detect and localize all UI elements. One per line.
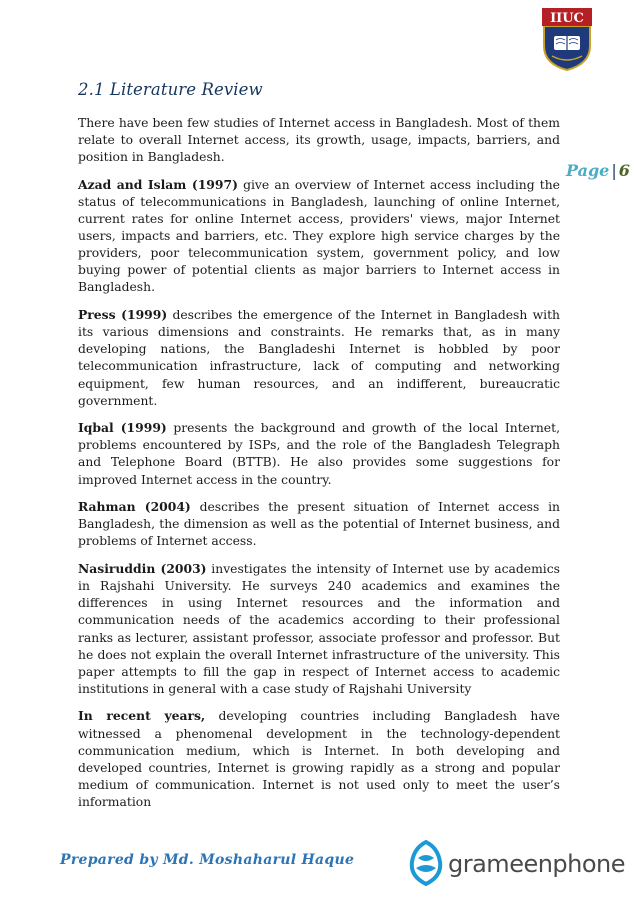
citation-lead: Azad and Islam (1997) bbox=[78, 176, 238, 192]
paragraph-azad-islam: Azad and Islam (1997) give an overview of Internet access including the status of telecommunications in Bangladesh, launching of online Internet, current rates for online Internet access, providers' views, major Internet users, impacts and barriers, etc. They explore high service charges by the providers, poor telecommunication system, government policy, and low buying power of potential clients as major barriers to Internet access in Bangladesh. bbox=[78, 176, 560, 295]
section-title: 2.1 Literature Review bbox=[78, 80, 263, 99]
footer-credit: Prepared by Md. Moshaharul Haque bbox=[60, 852, 355, 868]
citation-lead: Press (1999) bbox=[78, 307, 168, 323]
paragraph-intro: There have been few studies of Internet access in Bangladesh. Most of them relate to overall Internet access, its growth, usage, impacts, barriers, and position in Bangladesh. bbox=[78, 116, 560, 165]
citation-lead: Rahman (2004) bbox=[78, 499, 191, 515]
university-crest-logo bbox=[538, 6, 596, 72]
svg-text:IIUC: IIUC bbox=[550, 11, 584, 26]
grameenphone-logo-icon bbox=[408, 838, 444, 888]
citation-lead: In recent years, bbox=[78, 708, 206, 724]
page-label: Page bbox=[566, 161, 610, 180]
citation-lead: Nasiruddin (2003) bbox=[78, 561, 207, 577]
citation-lead: Iqbal (1999) bbox=[78, 420, 167, 436]
paragraph-iqbal: Iqbal (1999) presents the background and growth of the local Internet, problems encountered by ISPs, and the role of the Bangladesh Telegraph and Telephone Board (BTTB). He also provides some suggestions for improved Internet access in the country. bbox=[78, 420, 561, 487]
page-separator: | bbox=[611, 161, 617, 180]
paragraph-recent-years: In recent years, developing countries including Bangladesh have witnessed a phenomenal development in the technology-dependent communication medium, which is Internet. In both developing and developed countries, Internet is growing rapidly as a strong and popular medium of communication. Internet is not used only to meet the user’s information bbox=[78, 708, 560, 809]
body-text bbox=[78, 115, 560, 821]
paragraph-press: Press (1999) describes the emergence of the Internet in Bangladesh with its various dimensions and constraints. He remarks that, as in many developing nations, the Bangladeshi Internet is hobbled by poor telecommunication infrastructure, lack of computing and networking equipment, few human resources, and an indifferent, bureaucratic government. bbox=[78, 307, 561, 408]
page-number-value: 6 bbox=[618, 161, 630, 180]
grameenphone-wordmark: grameenphone bbox=[448, 850, 626, 878]
page-number bbox=[566, 161, 630, 180]
paragraph-rahman: Rahman (2004) describes the present situation of Internet access in Bangladesh, the dimension as well as the potential of Internet business, and problems of Internet access. bbox=[78, 499, 560, 549]
paragraph-nasiruddin: Nasiruddin (2003) investigates the intensity of Internet use by academics in Rajshahi University. He surveys 240 academics and examines the differences in using Internet resources and the information and communication needs of the academics according to their professional ranks as lecturer, assistant professor, associate professor and professor. But he does not explain the overall Internet infrastructure of the university. This paper attempts to fill the gap in respect of Internet access to academic institutions in general with a case study of Rajshahi University bbox=[78, 561, 560, 696]
